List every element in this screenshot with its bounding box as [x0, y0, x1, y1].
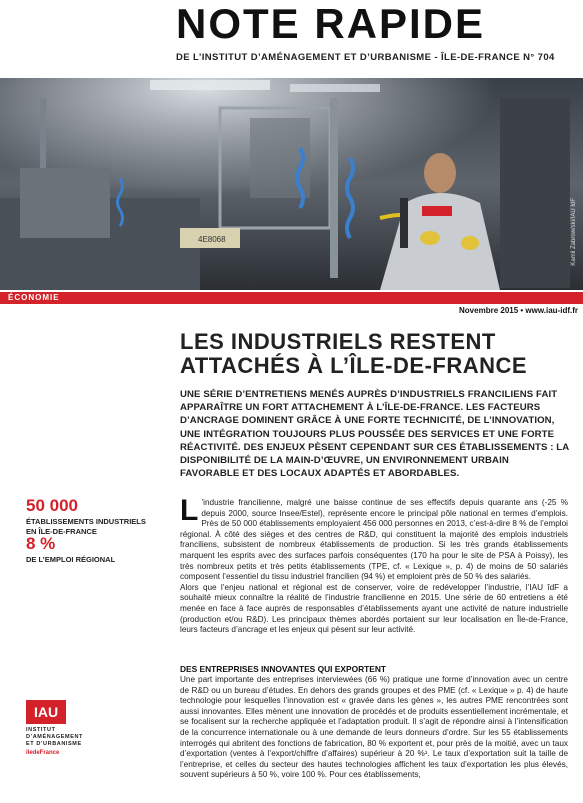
publication-subtitle: [176, 52, 555, 63]
stat-label: DE L’EMPLOI RÉGIONAL: [26, 555, 116, 564]
body-paragraph-3: Une part importante des entreprises interviewées (66 %) pratique une forme d’innovation avec un centre de R&D ou un bureau d’études. En dehors des grands groupes et des PME (cf. « Lexique » p. 4) de haute technologie pour lesquelles l’innovation est « gravée dans les gènes », les autres PME rencontrées sont aussi innovantes. Elles mènent une innovation de procédés et de produits essentiellement incrémentale, et se focalisent sur la recherche appliquée et l’adaptation produit. Il s’agit de répondre ainsi à l’intensification de la concurrence internationale ou à une demande de leurs donneurs d’ordre. Sur les 55 établissements interrogés qui abritent des fonctions de fabrication, 80 % exportent et, pour près de la moitié, avec un taux d’exportation (ventes à l’export/chiffre d’affaires) supérieur à 20 %¹. Le taux d’exportation suit la taille de l’entreprise, et celles du secteur des hautes technologies affichent les taux d’exportation les plus élevés, souvent supérieurs à 50 %, voire 100 %. Pour ces établissements,: [180, 675, 568, 780]
headline-line-1: LES INDUSTRIELS RESTENT: [180, 329, 496, 354]
institute-line-2: D’AMÉNAGEMENT: [26, 734, 83, 740]
institute-line-1: INSTITUT: [26, 727, 56, 733]
headline-line-2: ATTACHÉS À L’ÎLE-DE-FRANCE: [180, 353, 528, 378]
dateline: Novembre 2015 • www.iau-idf.fr: [459, 306, 578, 315]
article-headline: [180, 330, 560, 378]
article-body: [180, 494, 568, 636]
masthead: [0, 0, 583, 80]
publisher-name: DE L’INSTITUT D’AMÉNAGEMENT ET D’URBANISME - ÎLE-DE-FRANCE: [176, 52, 521, 63]
section-label: ÉCONOMIE: [8, 293, 60, 302]
lead-paragraph: UNE SÉRIE D’ENTRETIENS MENÉS AUPRÈS D’INDUSTRIELS FRANCILIENS FAIT APPARAÎTRE UN FORT ATTACHEMENT À L’ÎLE-DE-FRANCE. LES FACTEURS D’ANCRAGE DOMINENT GRÂCE À UNE FORTE TECHNICITÉ, DE L’INNOVATION, UNE INTÉGRATION TOUJOURS PLUS POUSSÉE DES SERVICES ET UNE FORTE RÉACTIVITÉ. DES ENJEUX PÈSENT CEPENDANT SUR CES ÉTABLISSEMENTS : LA DISPONIBILITÉ DE LA MAIN-D’ŒUVRE, UN ENVIRONNEMENT URBAIN FAVORABLE ET DES LOCAUX ADAPTÉS ET ABORDABLES.: [180, 389, 569, 480]
issue-number: N° 704: [523, 52, 555, 63]
stat-block-establishments: [26, 497, 156, 536]
stat-value: 50 000: [26, 496, 78, 515]
section-bar: [0, 292, 583, 304]
factory-photo-image: [0, 78, 583, 290]
drop-cap: L: [180, 494, 199, 527]
paragraph-text: ’industrie francilienne, malgré une baisse continue de ses effectifs depuis quarante ans (-25 % depuis 2000, source Insee/Estel), représente encore le principal pôle national en termes d’emplois. Près de 50 000 établissements employaient 456 000 personnes en 2013, c’est-à-dire 8 % de l’emploi régional. À côté des sièges et des centres de R&D, qui constituent la majorité des emplois industriels franciliens, subsistent de nombreux établissements de production. Si les très grands établissements marquent les esprits avec des surfaces parfois conséquentes (170 ha pour le site de PSA à Poissy), les très nombreux petits et très petits établissements (TPE, cf. « Lexique », p. 4) de moins de 50 salariés composent l’essentiel du tissu industriel francilien (94 %) et emploient près de 50 % des salariés.: [180, 498, 568, 582]
stat-value: 8 %: [26, 534, 56, 553]
machine-plate-text: 4E8068: [198, 235, 226, 244]
section-subheading: DES ENTREPRISES INNOVANTES QUI EXPORTENT: [180, 664, 386, 674]
publication-title: NOTE RAPIDE: [176, 0, 486, 47]
stat-label: ÉTABLISSEMENTS INDUSTRIELS EN ÎLE-DE-FRANCE: [26, 517, 146, 536]
body-paragraph-1: [180, 494, 568, 583]
stat-block-employment: [26, 535, 156, 565]
cover-photo: [0, 78, 583, 290]
region-logo: îledeFrance: [26, 750, 60, 756]
iau-logo: IAU: [26, 700, 66, 724]
photo-credit: Kamil Zabrow/ski/IAU ÎdF: [571, 198, 577, 266]
body-paragraph-2: Alors que l’enjeu national et régional est de conserver, voire de redévelopper l’industrie, l’IAU îdF a souhaité mieux connaître la réalité de l’industrie francilienne en 2015. Une série de 60 entretiens a été menée en face à face auprès de responsables d’établissements ayant une activité de nature industrielle (production et/ou R&D). Les principaux thèmes abordés portaient sur leur localisation en Île-de-France, leurs facteurs d’ancrage et les enjeux qui pèsent sur leur activité.: [180, 582, 568, 635]
institute-name: [26, 727, 106, 748]
institute-line-3: ET D’URBANISME: [26, 741, 82, 747]
